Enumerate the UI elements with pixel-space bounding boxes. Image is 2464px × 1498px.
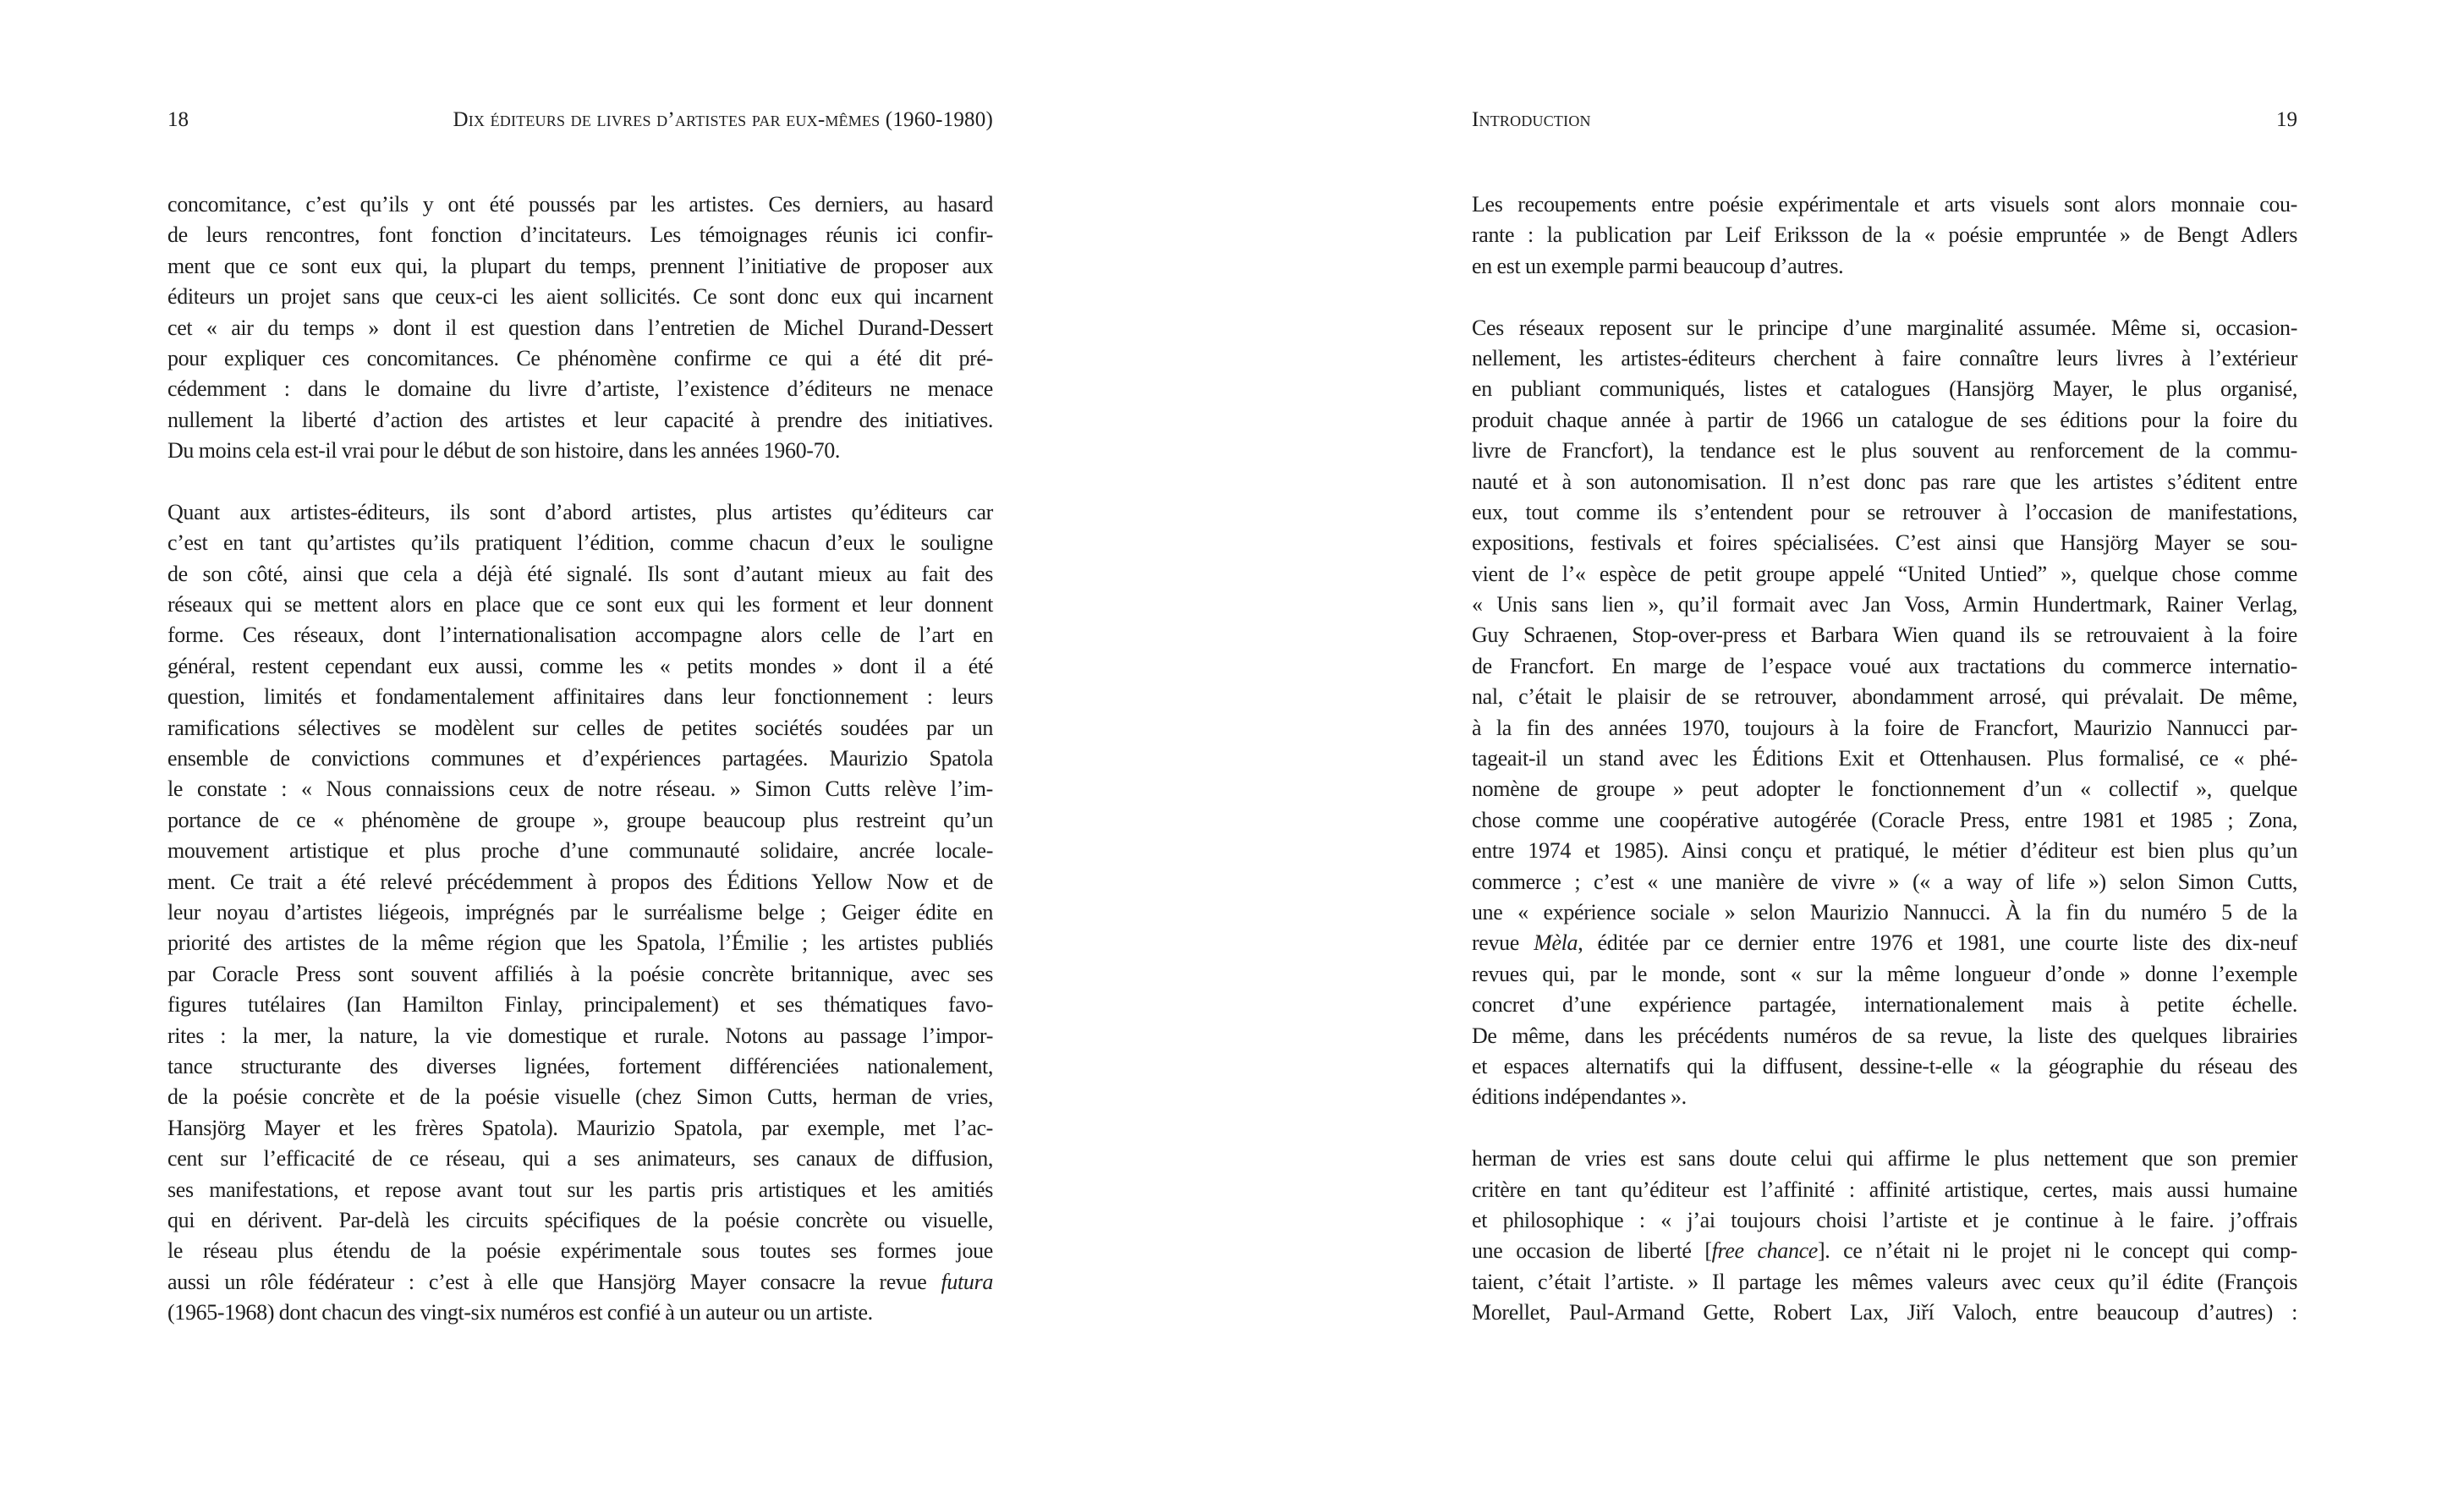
text-line: tageait-il un stand avec les Éditions Exit et Ottenhausen. Plus formalisé, ce « phé- [1472, 746, 2297, 771]
text-line: vient de l’« espèce de petit groupe appelé “United Untied” », quelque chose comme [1472, 561, 2297, 586]
text-line: nauté et à son autonomisation. Il n’est donc pas rare que les artistes s’éditent entre [1472, 469, 2297, 494]
text-line [1472, 1236, 2297, 1266]
text-line: question, limités et fondamentalement affinitaires dans leur fonctionnement : leurs [167, 684, 993, 710]
text-fragment: ]. ce n’était ni le projet ni le concept qui comp- [1817, 1238, 2297, 1264]
text-line: général, restent cependant eux aussi, comme les « petits mondes » dont il a été [167, 653, 993, 678]
text-line: en publiant communiqués, listes et catalogues (Hansjörg Mayer, le plus organisé, [1472, 376, 2297, 402]
paragraph [167, 189, 993, 467]
text-line: éditeurs un projet sans que ceux-ci les aient sollicités. Ce sont donc eux qui incarnent [167, 284, 993, 310]
text-fragment: , éditée par ce dernier entre 1976 et 1981, une courte liste des dix-neuf [1578, 930, 2297, 956]
text-line: De même, dans les précédents numéros de sa revue, la liste des quelques librairies [1472, 1023, 2297, 1048]
page-number: 19 [2276, 108, 2297, 131]
text-line: et philosophique : « j’ai toujours choisi l’artiste et je continue à le faire. j’offrais [1472, 1207, 2297, 1232]
running-head [1472, 107, 2297, 134]
text-line: figures tutélaires (Ian Hamilton Finlay, principalement) et ses thématiques favo- [167, 992, 993, 1018]
page-number: 18 [167, 108, 189, 131]
text-line: Quant aux artistes-éditeurs, ils sont d’abord artistes, plus artistes qu’éditeurs car [167, 499, 993, 524]
text-line: pour expliquer ces concomitances. Ce phénomène confirme ce qui a été dit pré- [167, 345, 993, 370]
text-line: une « expérience sociale » selon Maurizio Nannucci. À la fin du numéro 5 de la [1472, 899, 2297, 925]
text-line: ses manifestations, et repose avant tout sur les partis pris artistiques et les amitiés [167, 1177, 993, 1202]
text-line: leur noyau d’artistes liégeois, imprégnés par le surréalisme belge ; Geiger édite en [167, 899, 993, 925]
text-line: nal, c’était le plaisir de se retrouver, abondamment arrosé, qui prévalait. De même, [1472, 684, 2297, 710]
text-line: « Unis sans lien », qu’il formait avec Jan Voss, Armin Hundertmark, Rainer Verlag, [1472, 592, 2297, 617]
text-line: (1965-1968) dont chacun des vingt-six numéros est confié à un auteur ou un artiste. [167, 1300, 873, 1325]
periodical-title: Mèla [1534, 930, 1578, 956]
text-line: en est un exemple parmi beaucoup d’autres. [1472, 253, 1844, 278]
body-text [167, 189, 993, 1359]
text-line: réseaux qui se mettent alors en place que ce sont eux qui les forment et leur donnent [167, 592, 993, 617]
text-line: le constate : « Nous connaissions ceux de notre réseau. » Simon Cutts relève l’im- [167, 776, 993, 802]
paragraph [1472, 189, 2297, 282]
text-line: chose comme une coopérative autogérée (Coracle Press, entre 1981 et 1985 ; Zona, [1472, 807, 2297, 832]
text-line: c’est en tant qu’artistes qu’ils pratiquent l’édition, comme chacun d’eux le souligne [167, 530, 993, 556]
text-line: de son côté, ainsi que cela a déjà été signalé. Ils sont d’autant mieux au fait des [167, 561, 993, 586]
text-line: concret d’une expérience partagée, internationalement mais à petite échelle. [1472, 992, 2297, 1018]
text-line: Hansjörg Mayer et les frères Spatola). Maurizio Spatola, par exemple, met l’ac- [167, 1115, 993, 1140]
text-line: de Francfort. En marge de l’espace voué aux tractations du commerce internatio- [1472, 653, 2297, 678]
periodical-title: futura [941, 1269, 993, 1294]
paragraph [1472, 313, 2297, 1113]
quoted-phrase: free chance [1711, 1238, 1818, 1264]
text-line: cent sur l’efficacité de ce réseau, qui a ses animateurs, ses canaux de diffusion, [167, 1146, 993, 1172]
text-line: Les recoupements entre poésie expérimentale et arts visuels sont alors monnaie cou- [1472, 192, 2297, 217]
text-line: et espaces alternatifs qui la diffusent, dessine-t-elle « la géographie du réseau des [1472, 1053, 2297, 1078]
running-head [167, 107, 993, 134]
text-line: ensemble de convictions communes et d’expériences partagées. Maurizio Spatola [167, 746, 993, 771]
text-line: revues qui, par le monde, sont « sur la même longueur d’onde » donne l’exemple [1472, 961, 2297, 986]
text-line: ment. Ce trait a été relevé précédemment à propos des Éditions Yellow Now et de [167, 869, 993, 894]
text-line: entre 1974 et 1985). Ainsi conçu et pratiqué, le métier d’éditeur est bien plus qu’un [1472, 838, 2297, 864]
paragraph [1472, 1144, 2297, 1328]
text-line: de la poésie concrète et de la poésie visuelle (chez Simon Cutts, herman de vries, [167, 1084, 993, 1110]
text-line: qui en dérivent. Par-delà les circuits spécifiques de la poésie concrète ou visuelle, [167, 1207, 993, 1232]
text-line: cédemment : dans le domaine du livre d’artiste, l’existence d’éditeurs ne menace [167, 376, 993, 402]
text-line: livre de Francfort), la tendance est le plus souvent au renforcement de la commu- [1472, 438, 2297, 464]
running-head-title: Introduction [1472, 108, 1591, 131]
text-line: eux, tout comme ils s’entendent pour se retrouver à l’occasion de manifestations, [1472, 499, 2297, 524]
text-fragment: aussi un rôle fédérateur : c’est à elle que Hansjörg Mayer consacre la revue [167, 1269, 941, 1294]
text-line: mouvement artistique et plus proche d’une communauté solidaire, ancrée locale- [167, 838, 993, 864]
text-fragment: revue [1472, 930, 1534, 956]
text-line: éditions indépendantes ». [1472, 1084, 1687, 1110]
text-line: produit chaque année à partir de 1966 un catalogue de ses éditions pour la foire du [1472, 407, 2297, 432]
text-fragment: une occasion de liberté [ [1472, 1238, 1712, 1264]
text-line: par Coracle Press sont souvent affiliés à la poésie concrète britannique, avec ses [167, 961, 993, 986]
text-line: Morellet, Paul-Armand Gette, Robert Lax, Jiří Valoch, entre beaucoup d’autres) : [1472, 1300, 2297, 1325]
text-line: portance de ce « phénomène de groupe », groupe beaucoup plus restreint qu’un [167, 807, 993, 832]
text-line: rites : la mer, la nature, la vie domestique et rurale. Notons au passage l’impor- [167, 1023, 993, 1048]
text-line: taient, c’était l’artiste. » Il partage les mêmes valeurs avec ceux qu’il édite (François [1472, 1269, 2297, 1294]
text-line [1472, 928, 2297, 958]
text-line: tance structurante des diverses lignées, fortement différenciées nationalement, [167, 1053, 993, 1078]
text-line [167, 1267, 993, 1298]
text-line: nullement la liberté d’action des artistes et leur capacité à prendre des initiatives. [167, 407, 993, 432]
text-line: nellement, les artistes-éditeurs cherchent à faire connaître leurs livres à l’extérieur [1472, 345, 2297, 370]
text-line: à la fin des années 1970, toujours à la foire de Francfort, Maurizio Nannucci par- [1472, 715, 2297, 740]
text-line: de leurs rencontres, font fonction d’incitateurs. Les témoignages réunis ici confir- [167, 222, 993, 248]
text-line: concomitance, c’est qu’ils y ont été poussés par les artistes. Ces derniers, au hasard [167, 192, 993, 217]
text-line: cet « air du temps » dont il est question dans l’entretien de Michel Durand-Dessert [167, 315, 993, 340]
text-line: le réseau plus étendu de la poésie expérimentale sous toutes ses formes joue [167, 1238, 993, 1264]
text-line: ramifications sélectives se modèlent sur celles de petites sociétés soudées par un [167, 715, 993, 740]
body-text [1472, 189, 2297, 1359]
text-line: expositions, festivals et foires spécialisées. C’est ainsi que Hansjörg Mayer se sou- [1472, 530, 2297, 556]
text-line: Guy Schraenen, Stop-over-press et Barbara Wien quand ils se retrouvaient à la foire [1472, 623, 2297, 648]
text-line: rante : la publication par Leif Eriksson de la « poésie empruntée » de Bengt Adlers [1472, 222, 2297, 248]
paragraph [167, 497, 993, 1329]
text-line: nomène de groupe » peut adopter le fonctionnement d’un « collectif », quelque [1472, 776, 2297, 802]
text-line: critère en tant qu’éditeur est l’affinité : affinité artistique, certes, mais aussi humaine [1472, 1177, 2297, 1202]
text-line: Du moins cela est-il vrai pour le début de son histoire, dans les années 1960-70. [167, 438, 841, 464]
text-line: Ces réseaux reposent sur le principe d’une marginalité assumée. Même si, occasion- [1472, 315, 2297, 340]
text-line: commerce ; c’est « une manière de vivre » (« a way of life ») selon Simon Cutts, [1472, 869, 2297, 894]
text-line: forme. Ces réseaux, dont l’internationalisation accompagne alors celle de l’art en [167, 623, 993, 648]
text-line: ment que ce sont eux qui, la plupart du temps, prennent l’initiative de proposer aux [167, 253, 993, 278]
text-line: priorité des artistes de la même région que les Spatola, l’Émilie ; les artistes publiés [167, 930, 993, 956]
running-head-title: Dix éditeurs de livres d’artistes par eux-mêmes (1960-1980) [453, 108, 993, 131]
text-line: herman de vries est sans doute celui qui affirme le plus nettement que son premier [1472, 1146, 2297, 1172]
